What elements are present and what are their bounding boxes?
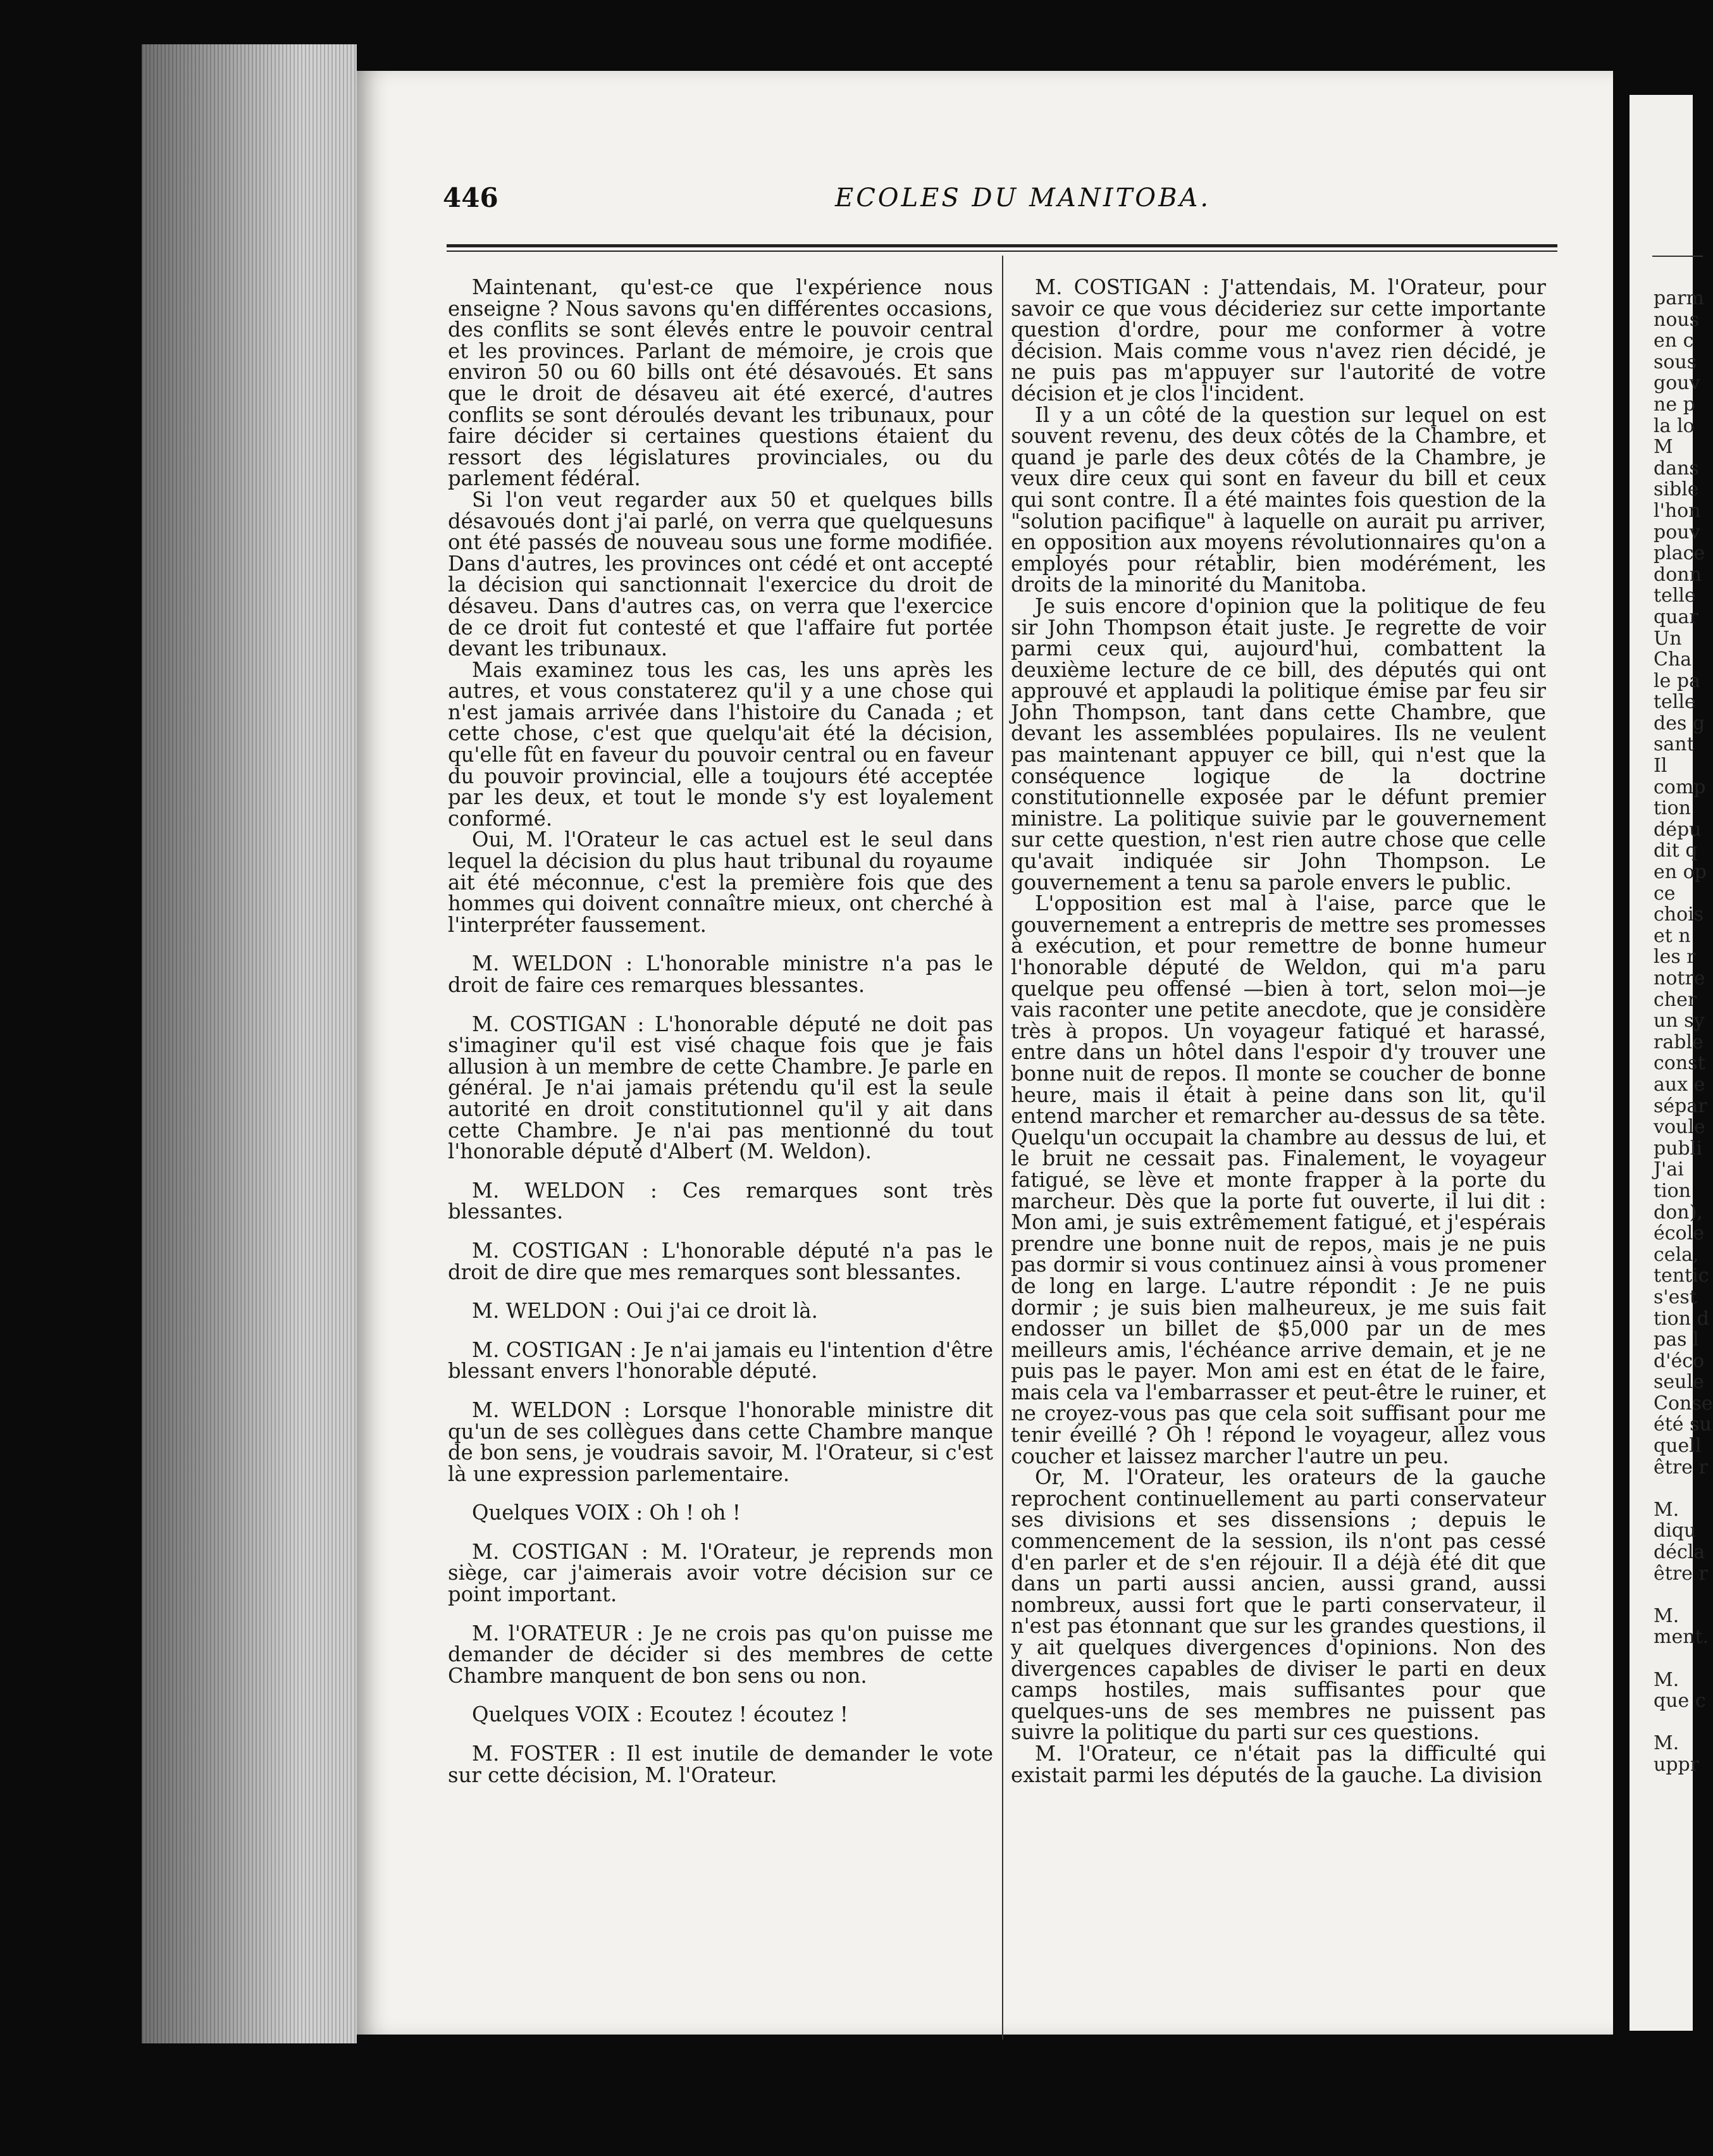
facing-page-line bbox=[1654, 1648, 1713, 1670]
facing-page-line: const bbox=[1654, 1052, 1705, 1075]
paragraph: Quelques VOIX : Ecoutez ! écoutez ! bbox=[472, 1702, 848, 1727]
paragraph: M. WELDON : Lorsque l'honorable ministre dit qu'un de ses collègues dans cette Chambre manque de bon sens, je voudrais savoir, M. l'Orateur, si c'est là une expression parlementaire. bbox=[448, 1397, 993, 1486]
facing-page-line: notre bbox=[1654, 967, 1705, 989]
facing-page-line: que c bbox=[1654, 1690, 1706, 1713]
facing-page-line: ne p bbox=[1654, 393, 1695, 416]
facing-page-line bbox=[1654, 1584, 1713, 1606]
facing-page-line: M. bbox=[1654, 1732, 1679, 1755]
facing-page-line: gouv bbox=[1654, 372, 1700, 395]
facing-page-line: école bbox=[1654, 1222, 1704, 1245]
paragraph: Mais examinez tous les cas, les uns après les autres, et vous constaterez qu'il y a une chose qui n'est jamais arrivée dans l'histoire du Canada ; et cette chose, c'est que quelqu'ait été la décision, qu'elle fût en faveur du pouvoir central ou en faveur du pouvoir provincial, elle a toujours été acceptée par les deux, et tout le monde s'y est loyalement conformé. bbox=[448, 657, 993, 831]
facing-page-line: pas l bbox=[1654, 1329, 1699, 1351]
facing-page-line: pouv bbox=[1654, 521, 1700, 543]
facing-page-line: tentic bbox=[1654, 1265, 1709, 1287]
facing-page-line bbox=[1654, 1478, 1713, 1499]
facing-page-line: quell bbox=[1654, 1435, 1702, 1458]
facing-page-line: tion d bbox=[1654, 1307, 1709, 1330]
paragraph: M. WELDON : Oui j'ai ce droit là. bbox=[472, 1299, 818, 1323]
paragraph: M. COSTIGAN : L'honorable député ne doit pas s'imaginer qu'il est visé chaque fois que je fais allusion à un membre de cette Chambre. Je parle en général. Je n'ai jamais prétendu qu'il est la seule autorité en droit constitutionnel qu'il y ait dans cette Chambre. Je n'ai pas mentionné du tout l'honorable député d'Albert (M. Weldon). bbox=[448, 1012, 993, 1164]
facing-page-line: tion bbox=[1654, 797, 1691, 820]
paragraph: M. COSTIGAN : Je n'ai jamais eu l'intention d'être blessant envers l'honorable député. bbox=[448, 1337, 993, 1384]
facing-page-line: Cha bbox=[1654, 648, 1692, 671]
facing-page-line: sible bbox=[1654, 478, 1699, 501]
facing-page-line: Conse bbox=[1654, 1392, 1713, 1415]
right-column bbox=[1011, 277, 1546, 1786]
facing-page-line: les r bbox=[1654, 946, 1696, 969]
facing-page-line: des g bbox=[1654, 712, 1705, 734]
paragraph: M. WELDON : L'honorable ministre n'a pas le droit de faire ces remarques blessantes. bbox=[448, 951, 993, 997]
facing-page-fragments bbox=[1654, 288, 1713, 1776]
facing-page-line: en op bbox=[1654, 861, 1707, 884]
column-divider bbox=[1002, 256, 1003, 2040]
facing-page-line: en c bbox=[1654, 330, 1694, 352]
paragraph: Or, M. l'Orateur, les orateurs de la gauche reprochent continuellement au parti conservateur ses divisions et ses dissensions ; depuis le commencement de la session, ils n'ont pas cessé d'en parler et de s'en réjouir. Il a déjà été dit que dans un parti aussi ancien, aussi grand, aussi nombreux, aussi fort que le parti conservateur, il n'est pas étonnant que sur les grandes questions, il y ait quelques divergences d'opinions. Non des divergences capables de diviser le parti en deux camps hostiles, mais suffisantes pour que quelques-uns de ses membres ne puissent pas suivre la politique du parti sur ces questions. bbox=[1011, 1465, 1546, 1745]
running-title: ECOLES DU MANITOBA. bbox=[835, 183, 1211, 213]
paragraph: Oui, M. l'Orateur le cas actuel est le seul dans lequel la décision du plus haut tribunal du royaume ait été méconnue, c'est la première fois que des hommes qui doivent connaître mieux, ont cherché à l'interpréter faussement. bbox=[448, 827, 993, 937]
paragraph: Il y a un côté de la question sur lequel on est souvent revenu, des deux côtés de la Chambre, et quand je parle des deux côtés de la Chambre, je veux dire ceux qui sont en faveur du bill et ceux qui sont contre. Il a été maintes fois question de la "solution pacifique" à laquelle on aurait pu arriver, en opposition aux moyens révolutionnaires qu'on a employés pour rétablir, bien modérément, les droits de la minorité du Manitoba. bbox=[1011, 402, 1546, 597]
book-page-edges bbox=[142, 44, 357, 2043]
paragraph: M. COSTIGAN : M. l'Orateur, je reprends mon siège, car j'aimerais avoir votre décision sur ce point important. bbox=[448, 1539, 993, 1607]
facing-page-line: tion bbox=[1654, 1179, 1691, 1202]
facing-page-line: telle bbox=[1654, 691, 1696, 714]
facing-page-line: le pa bbox=[1654, 669, 1700, 692]
header-rule-thin bbox=[447, 251, 1557, 252]
facing-page-line: uppr bbox=[1654, 1753, 1700, 1776]
facing-page-line: telle bbox=[1654, 585, 1696, 607]
facing-page-line: voule bbox=[1654, 1116, 1705, 1139]
paragraph: M. FOSTER : Il est inutile de demander le vote sur cette décision, M. l'Orateur. bbox=[448, 1742, 993, 1787]
facing-page-line: été su bbox=[1654, 1413, 1712, 1436]
page-header bbox=[443, 182, 1562, 220]
header-rule bbox=[447, 244, 1557, 247]
facing-page-line: place bbox=[1654, 542, 1705, 565]
facing-page-line: nous bbox=[1654, 308, 1700, 331]
facing-page-line: comp bbox=[1654, 776, 1706, 798]
facing-page-line: dans bbox=[1654, 457, 1699, 480]
paragraph: Quelques VOIX : Oh ! oh ! bbox=[472, 1501, 741, 1525]
facing-page-line bbox=[1654, 1712, 1713, 1733]
page-number: 446 bbox=[443, 182, 498, 213]
facing-page-line: donn bbox=[1654, 563, 1702, 586]
facing-page-line: ce bbox=[1654, 882, 1676, 905]
facing-page-line: dit q bbox=[1654, 839, 1698, 862]
facing-page-line: M bbox=[1654, 436, 1673, 459]
paragraph: L'opposition est mal à l'aise, parce que le gouvernement a entrepris de mettre ses promesses à exécution, et pour remettre de bonne humeur l'honorable député de Weldon, qui m'a paru quelque peu offensé —bien à tort, selon moi—je vais raconter une petite anecdote, que je considère très à propos. Un voyageur fatiqué et harassé, entre dans un hôtel dans l'espoir d'y trouver une bonne nuit de repos. Il monte se coucher de bonne heure, mais il était à peine dans son lit, qu'il entend marcher et remarcher au-dessus de sa tête. Quelqu'un occupait la chambre au dessus de lui, et le bruit ne cessait pas. Finalement, le voyageur fatigué, se lève et monte frapper à la porte du marcheur. Dès que la porte fut ouverte, il lui dit : Mon ami, je suis extrêmement fatigué, et j'espérais prendre une bonne nuit de repos, mais je ne puis pas dormir si vous continuez ainsi à vous promener de long en large. L'autre répondit : Je ne puis dormir ; je suis bien malheureux, je me suis fait endosser un billet de $5,000 par un de mes meilleurs amis, l'échéance arrive demain, et je ne puis pas le payer. Mon ami est en état de le faire, mais cela va l'embarrasser et peut-être le ruiner, et ne croyez-vous pas que cela soit suffisant pour me tenir éveillé ? Oh ! répond le voyageur, allez vous coucher et laissez marcher l'autre un peu. bbox=[1011, 891, 1546, 1468]
facing-page-line: seule bbox=[1654, 1371, 1704, 1394]
facing-page-line: quar bbox=[1654, 605, 1698, 628]
paragraph: M. COSTIGAN : J'attendais, M. l'Orateur, pour savoir ce que vous décideriez sur cette importante question d'ordre, pour me conformer à votre décision. Mais comme vous n'avez rien décidé, je ne puis pas m'appuyer sur l'autorité de votre décision et je clos l'incident. bbox=[1011, 275, 1546, 406]
left-column bbox=[448, 277, 993, 1786]
facing-page-line: la lo bbox=[1654, 414, 1695, 437]
facing-page-line: décla bbox=[1654, 1541, 1705, 1564]
facing-page-line: rable bbox=[1654, 1031, 1704, 1053]
facing-page-line: M. bbox=[1654, 1604, 1679, 1627]
facing-page-line: d'éco bbox=[1654, 1349, 1705, 1372]
facing-page-line: aux e bbox=[1654, 1073, 1705, 1096]
paragraph: M. WELDON : Ces remarques sont très blessantes. bbox=[448, 1178, 993, 1224]
facing-page-line: ment. bbox=[1654, 1626, 1709, 1649]
facing-page-line: cher bbox=[1654, 988, 1697, 1011]
facing-page-line: sépar bbox=[1654, 1094, 1707, 1117]
facing-page-line: don), bbox=[1654, 1201, 1703, 1224]
paragraph: Maintenant, qu'est-ce que l'expérience nous enseigne ? Nous savons qu'en différentes occasions, des conflits se sont élevés entre le pouvoir central et les provinces. Parlant de mémoire, je crois que environ 50 ou 60 bills ont été désavoués. Et sans que le droit de désaveu ait été exercé, d'autres conflits se sont déroulés devant les tribunaux, pour faire décider si certaines questions étaient du ressort des législatures provinciales, ou du parlement fédéral. bbox=[448, 275, 993, 491]
facing-page-line: cela, bbox=[1654, 1243, 1699, 1266]
facing-page-line: être r bbox=[1654, 1456, 1708, 1478]
facing-page-line: parm bbox=[1654, 287, 1704, 309]
facing-page-line: publi bbox=[1654, 1137, 1702, 1160]
facing-page-line: s'est bbox=[1654, 1286, 1697, 1308]
facing-page-line: diqu bbox=[1654, 1520, 1697, 1542]
facing-page-line: sous bbox=[1654, 350, 1697, 373]
facing-page-line: Un bbox=[1654, 627, 1682, 650]
paragraph: Si l'on veut regarder aux 50 et quelques bills désavoués dont j'ai parlé, on verra que quelquesuns ont été passés de nouveau sous une forme modifiée. Dans d'autres, les provinces ont cédé et ont accepté la décision qui sanctionnait l'exercice du droit de désaveu. Dans d'autres cas, on verra que l'exercice de ce droit fut contesté et que l'affaire fut portée devant les tribunaux. bbox=[448, 487, 993, 661]
facing-page-line: l'hon bbox=[1654, 499, 1701, 522]
facing-page-line: M. bbox=[1654, 1498, 1679, 1521]
paragraph: M. l'ORATEUR : Je ne crois pas qu'on puisse me demander de décider si des membres de cette Chambre manquent de bon sens ou non. bbox=[448, 1621, 993, 1688]
facing-page-line: et n bbox=[1654, 924, 1691, 947]
paragraph: Je suis encore d'opinion que la politique de feu sir John Thompson était juste. Je regrette de voir parmi ceux qui, aujourd'hui, combattent la deuxième lecture de ce bill, des députés qui ont approuvé et applaudi la politique émise par feu sir John Thompson, tant dans cette Chambre, que devant les assemblées populaires. Ils ne veulent pas maintenant appuyer ce bill, qui n'est que la conséquence logique de la doctrine constitutionnelle exposée par le défunt premier ministre. La politique suivie par le gouvernement sur cette question, n'est rien autre chose que celle qu'avait indiquée sir John Thompson. Le gouvernement a tenu sa parole envers le public. bbox=[1011, 593, 1546, 895]
facing-page-line: J'ai bbox=[1654, 1158, 1684, 1181]
facing-page-line: dépu bbox=[1654, 818, 1702, 841]
facing-page-rule bbox=[1652, 256, 1703, 257]
facing-page-line: Il bbox=[1654, 755, 1667, 778]
facing-page-line: chois bbox=[1654, 903, 1704, 926]
facing-page-line: sant bbox=[1654, 733, 1695, 756]
paragraph: M. l'Orateur, ce n'était pas la difficulté qui existait parmi les députés de la gauche. La division bbox=[1011, 1741, 1546, 1787]
facing-page-line: un sy bbox=[1654, 1010, 1705, 1032]
facing-page-line: être r bbox=[1654, 1562, 1708, 1585]
facing-page-line: M. bbox=[1654, 1668, 1679, 1691]
paragraph: M. COSTIGAN : L'honorable député n'a pas le droit de dire que mes remarques sont blessantes. bbox=[448, 1238, 993, 1284]
